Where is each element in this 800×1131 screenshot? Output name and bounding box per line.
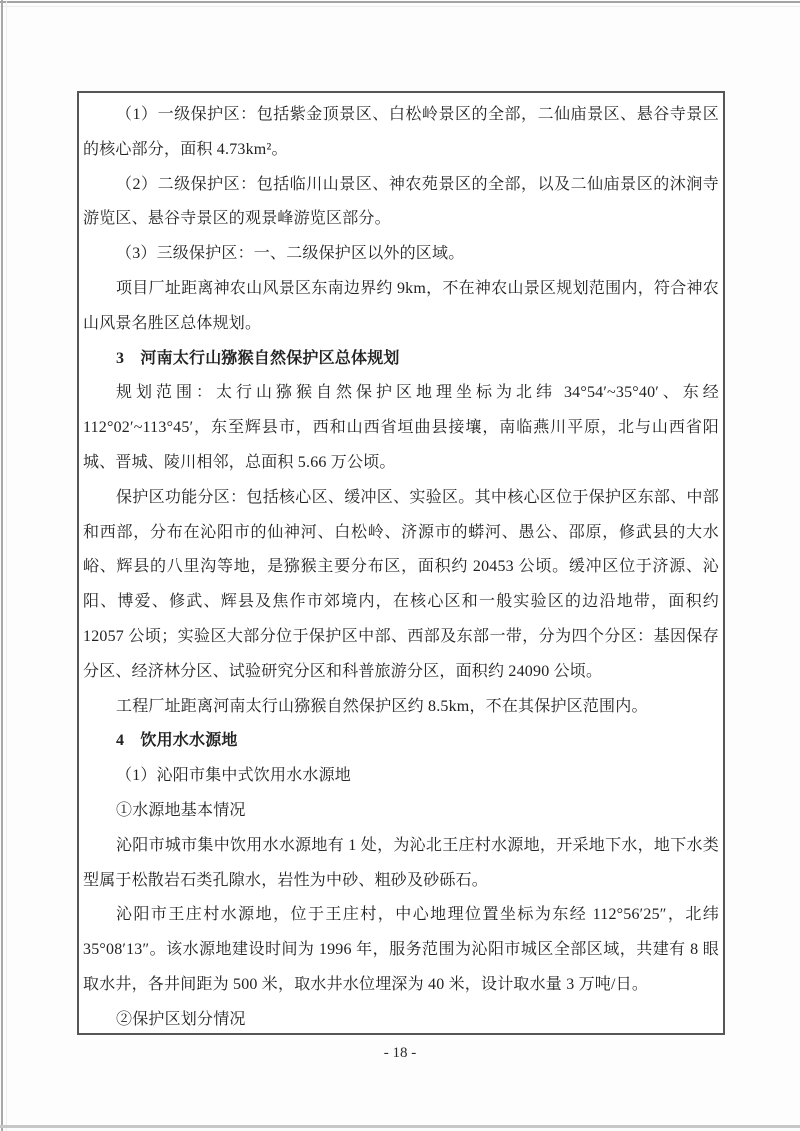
paragraph-planning-scope: 规划范围：太行山猕猴自然保护区地理坐标为北纬 34°54′~35°40′、东经 112°02′~113°45′，东至辉县市，西和山西省垣曲县接壤，南临燕川平原，北与山西省阳城、晋城、陵川相邻，总面积 5.66 万公顷。 (83, 384, 719, 471)
subitem-basic-situation: ①水源地基本情况 (116, 801, 246, 819)
document-frame (77, 91, 725, 1035)
scan-edge-bottom (0, 1125, 800, 1128)
paragraph-water-source-info: 沁阳市城市集中饮用水水源地有 1 处，为沁北王庄村水源地，开采地下水，地下水类型属于松散岩石类孔隙水，岩性为中砂、粗砂及砂砾石。 (83, 836, 719, 889)
paragraph-wangzhuang-details: 沁阳市王庄村水源地，位于王庄村，中心地理位置坐标为东经 112°56′25″，北纬 35°08′13″。该水源地建设时间为 1996 年，服务范围为沁阳市城区全部区域，共建有 8 眼取水井，各井间距为 500 米，取水井水位埋深为 40 米，设计取水量 3 万吨/日。 (83, 906, 719, 993)
page-number: - 18 - (383, 1045, 417, 1061)
paragraph-protection-zone-3: （3）三级保护区：一、二级保护区以外的区域。 (116, 245, 465, 263)
scan-edge-left-faint (6, 0, 7, 1131)
document-body (79, 93, 723, 1035)
paragraph-site-distance-reserve: 工程厂址距离河南太行山猕猴自然保护区约 8.5km，不在其保护区范围内。 (116, 697, 648, 715)
scan-edge-left (1, 0, 3, 1131)
section-heading-3: 3 河南太行山猕猴自然保护区总体规划 (116, 349, 400, 367)
paragraph-site-distance-shennong: 项目厂址距离神农山风景区东南边界约 9km，不在神农山景区规划范围内，符合神农山风景名胜区总体规划。 (83, 279, 719, 332)
section-heading-4: 4 饮用水水源地 (116, 732, 238, 750)
paragraph-protection-zone-2: （2）二级保护区：包括临川山景区、神农苑景区的全部，以及二仙庙景区的沐涧寺游览区、悬谷寺景区的观景峰游览区部分。 (83, 175, 719, 228)
scan-edge-top-faint (0, 6, 800, 7)
paragraph-functional-zoning: 保护区功能分区：包括核心区、缓冲区、实验区。其中核心区位于保护区东部、中部和西部，分布在沁阳市的仙神河、白松岭、济源市的蟒河、愚公、邵原，修武县的大水峪、辉县的八里沟等地，是猕猴主要分布区，面积约 20453 公顷。缓冲区位于济源、沁阳、博爱、修武、辉县及焦作市郊境内，在核心区和一般实验区的边沿地带，面积约 12057 公顷；实验区大部分位于保护区中部、西部及东部一带，分为四个分区：基因保存分区、经济林分区、试验研究分区和科普旅游分区，面积约 24090 公顷。 (83, 488, 719, 680)
scan-edge-top (0, 1, 800, 3)
subitem-zone-division: ②保护区划分情况 (116, 1010, 246, 1028)
subitem-qinyang-water-source: （1）沁阳市集中式饮用水水源地 (116, 767, 352, 785)
paragraph-protection-zone-1: （1）一级保护区：包括紫金顶景区、白松岭景区的全部，二仙庙景区、悬谷寺景区的核心部分，面积 4.73km²。 (83, 106, 719, 158)
